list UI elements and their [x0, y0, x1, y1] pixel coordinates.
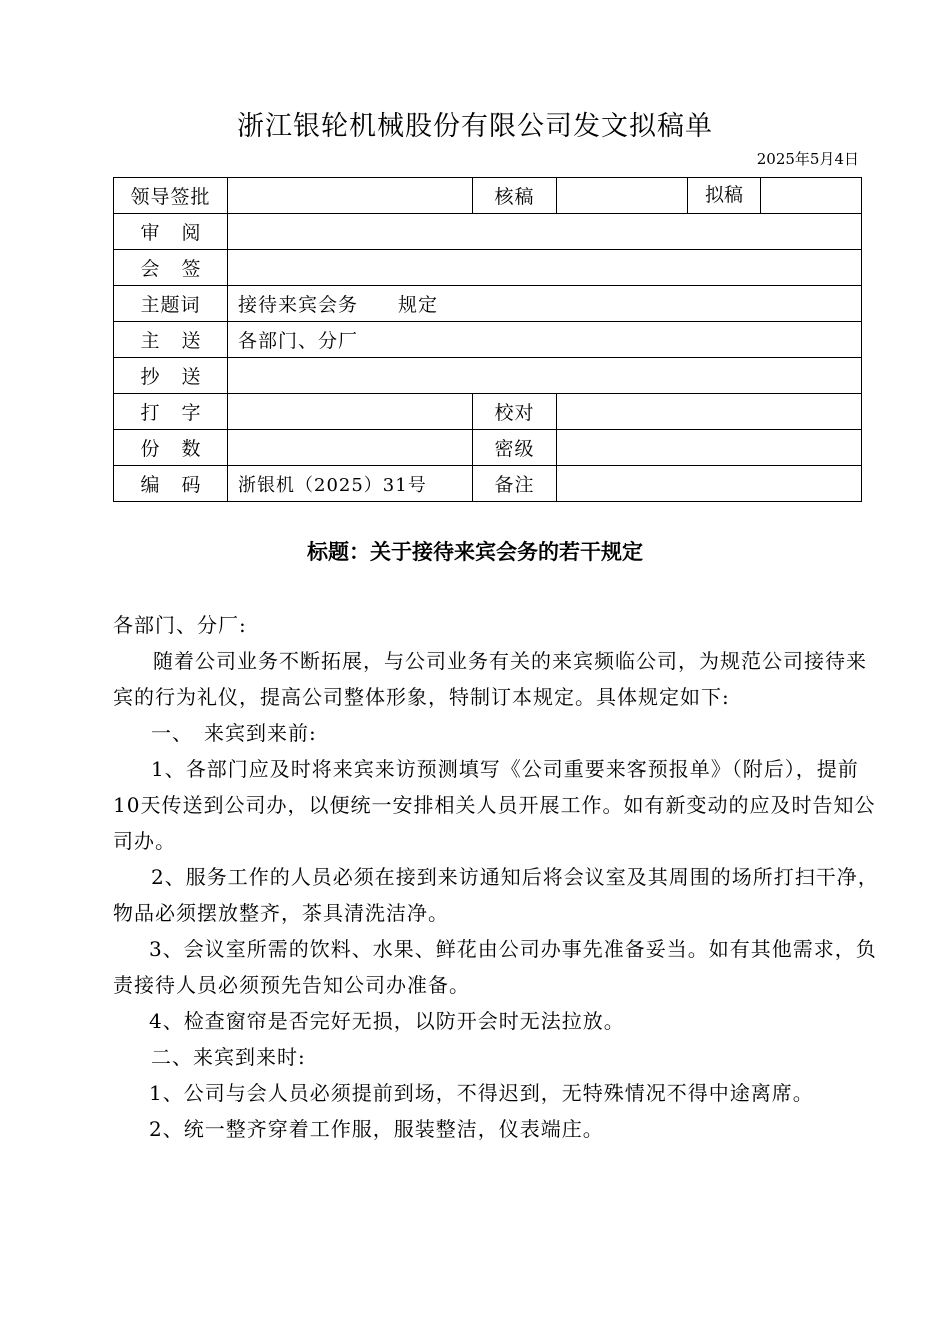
section-heading-2: 二、来宾到来时:	[151, 1045, 306, 1069]
remark-label: 备注	[473, 466, 557, 502]
draft-label: 拟稿	[688, 178, 761, 213]
form-row-copies	[114, 430, 862, 466]
draft-form-table	[113, 177, 862, 502]
document-title: 浙江银轮机械股份有限公司发文拟稿单	[237, 111, 713, 142]
form-row-countersign	[114, 250, 862, 286]
proofread-label: 校对	[473, 394, 557, 430]
form-row-review	[114, 214, 862, 250]
section2-item1: 1、公司与会人员必须提前到场，不得迟到，无特殊情况不得中途离席。	[149, 1081, 814, 1105]
section1-item1: 1、各部门应及时将来宾来访预测填写《公司重要来客预报单》（附后），提前10天传送到公司办，以便统一安排相关人员开展工作。如有新变动的应及时告知公司办。	[113, 757, 876, 853]
draft-cell	[688, 178, 862, 214]
section1-item3: 3、会议室所需的饮料、水果、鲜花由公司办事先准备妥当。如有其他需求，负责接待人员必须预先告知公司办准备。	[113, 937, 877, 997]
secrecy-field[interactable]	[557, 430, 862, 466]
draft-field[interactable]	[761, 178, 861, 213]
proofread-field[interactable]	[557, 394, 862, 430]
main-to-label: 主送	[114, 322, 228, 358]
main-to-value[interactable]: 各部门、分厂	[228, 322, 862, 358]
copy-to-field[interactable]	[228, 358, 862, 394]
countersign-field[interactable]	[228, 250, 862, 286]
subject-label: 主题词	[114, 286, 228, 322]
code-value[interactable]: 浙银机（2025）31号	[228, 466, 473, 502]
document-body	[113, 607, 883, 1147]
copies-field[interactable]	[228, 430, 473, 466]
remark-field[interactable]	[557, 466, 862, 502]
section-heading-1: 一、 来宾到来前:	[151, 721, 317, 745]
form-row-copy-to	[114, 358, 862, 394]
copies-label: 份数	[114, 430, 228, 466]
salutation: 各部门、分厂:	[113, 613, 247, 637]
section2-item2: 2、统一整齐穿着工作服，服装整洁，仪表端庄。	[149, 1117, 604, 1141]
code-label: 编码	[114, 466, 228, 502]
section1-item2: 2、服务工作的人员必须在接到来访通知后将会议室及其周围的场所打扫干净，物品必须摆放整齐，茶具清洗洁净。	[113, 865, 879, 925]
section1-item4: 4、检查窗帘是否完好无损，以防开会时无法拉放。	[149, 1009, 625, 1033]
copy-to-label: 抄送	[114, 358, 228, 394]
check-label: 核稿	[473, 178, 557, 214]
leader-approval-label: 领导签批	[114, 178, 228, 214]
countersign-label: 会签	[114, 250, 228, 286]
document-date: 2025年5月4日	[756, 150, 859, 168]
check-field[interactable]	[557, 178, 688, 214]
secrecy-label: 密级	[473, 430, 557, 466]
leader-approval-field[interactable]	[228, 178, 473, 214]
review-label: 审阅	[114, 214, 228, 250]
form-row-code	[114, 466, 862, 502]
subject-value[interactable]: 接待来宾会务 规定	[228, 286, 862, 322]
form-row-subject	[114, 286, 862, 322]
typing-field[interactable]	[228, 394, 473, 430]
form-row-approval	[114, 178, 862, 214]
subject-heading: 标题：关于接待来宾会务的若干规定	[307, 540, 643, 564]
form-row-typing	[114, 394, 862, 430]
intro-paragraph: 随着公司业务不断拓展，与公司业务有关的来宾频临公司，为规范公司接待来宾的行为礼仪，提高公司整体形象，特制订本规定。具体规定如下:	[113, 649, 867, 709]
typing-label: 打字	[114, 394, 228, 430]
form-row-main-to	[114, 322, 862, 358]
review-field[interactable]	[228, 214, 862, 250]
